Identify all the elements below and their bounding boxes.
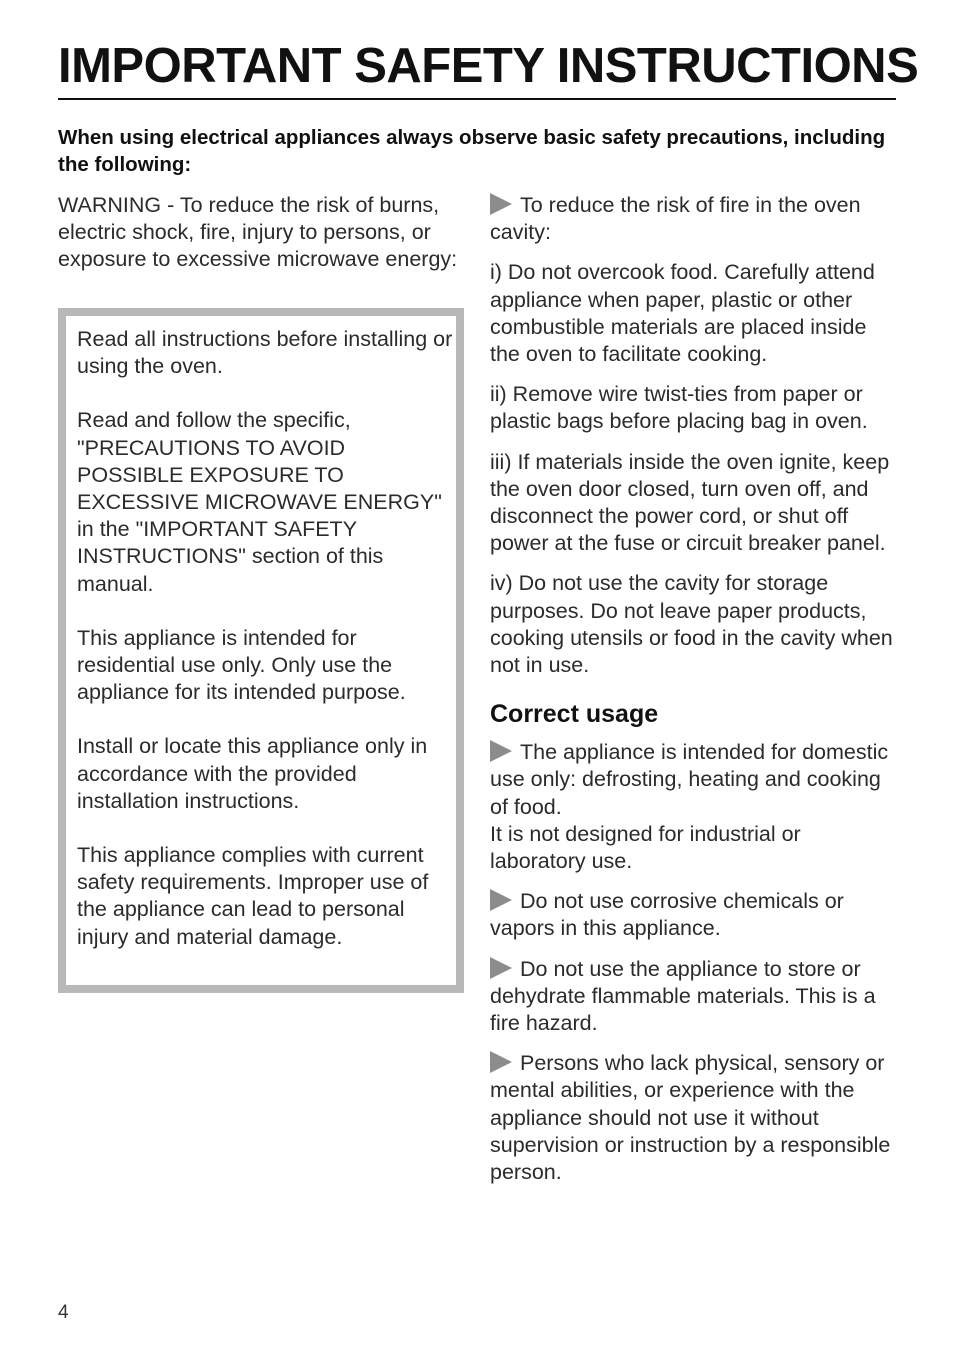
- fire-lead-text: To reduce the risk of fire in the oven cavity:: [490, 193, 861, 245]
- fire-item: iii) If materials inside the oven ignite, keep the oven door closed, turn oven off, and disconnect the power cord, or shut off power at the fuse or circuit breaker panel.: [490, 449, 890, 556]
- box-paragraph: This appliance is intended for residential use only. Only use the appliance for its intended purpose.: [77, 625, 406, 705]
- intended-use-text: The appliance is intended for domestic use only: defrosting, heating and cooking of food.: [490, 740, 889, 819]
- persons-text: Persons who lack physical, sensory or mental abilities, or experience with the appliance should not use it without supervision or instruction by a responsible person.: [490, 1051, 891, 1185]
- warning-box: [58, 308, 464, 993]
- left-column: [58, 192, 458, 274]
- triangle-arrow-icon: [490, 1051, 512, 1073]
- box-paragraph: Install or locate this appliance only in accordance with the provided installation instructions.: [77, 734, 428, 813]
- triangle-arrow-icon: [490, 889, 512, 911]
- page-number: 4: [58, 1302, 69, 1323]
- box-paragraph: This appliance complies with current safety requirements. Improper use of the appliance can lead to personal injury and material damage.: [77, 843, 429, 949]
- chemicals-text: Do not use corrosive chemicals or vapors in this appliance.: [490, 889, 844, 941]
- right-column: [490, 192, 900, 1199]
- chemicals-paragraph: [490, 888, 900, 942]
- not-industrial-text: It is not designed for industrial or laboratory use.: [490, 821, 801, 874]
- intended-use-paragraph: [490, 739, 900, 875]
- fire-item: iv) Do not use the cavity for storage purposes. Do not leave paper products, cooking utensils or food in the cavity when not in use.: [490, 571, 893, 678]
- title-rule: [58, 98, 896, 100]
- flammable-paragraph: [490, 956, 900, 1038]
- box-paragraph: Read and follow the specific, "PRECAUTIONS TO AVOID POSSIBLE EXPOSURE TO EXCESSIVE MICROWAVE ENERGY" in the "IMPORTANT SAFETY INSTRUCTIONS" section of this manual.: [77, 408, 442, 596]
- fire-item: i) Do not overcook food. Carefully attend appliance when paper, plastic or other combustible materials are placed inside the oven to facilitate cooking.: [490, 260, 875, 367]
- triangle-arrow-icon: [490, 193, 512, 215]
- box-paragraph: Read all instructions before installing or using the oven.: [77, 327, 453, 379]
- persons-paragraph: [490, 1050, 900, 1186]
- warning-text: WARNING - To reduce the risk of burns, electric shock, fire, injury to persons, or exposure to excessive microwave energy:: [58, 193, 458, 272]
- flammable-text: Do not use the appliance to store or dehydrate flammable materials. This is a fire hazard.: [490, 956, 876, 1036]
- section-heading: Correct usage: [490, 700, 659, 729]
- triangle-arrow-icon: [490, 957, 512, 979]
- triangle-arrow-icon: [490, 740, 512, 762]
- fire-item: ii) Remove wire twist-ties from paper or plastic bags before placing bag in oven.: [490, 382, 868, 434]
- intro-text: When using electrical appliances always observe basic safety precautions, including the following:: [58, 126, 886, 176]
- page-title: IMPORTANT SAFETY INSTRUCTIONS: [58, 39, 919, 93]
- fire-lead-paragraph: [490, 192, 900, 246]
